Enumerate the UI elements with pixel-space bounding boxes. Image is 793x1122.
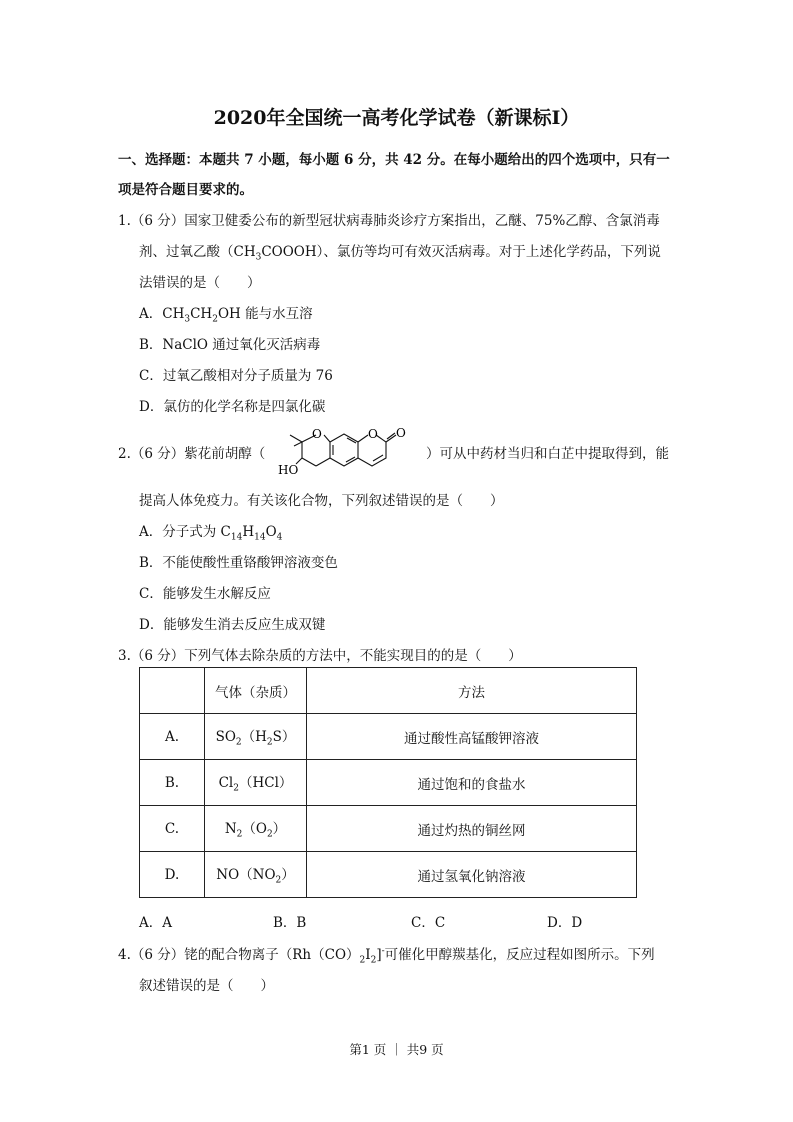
q2-option-a: A．分子式为 $C_{14}H_{14}O_4$ <box>139 524 283 543</box>
q2-stem-line1-pre: 2.（6 分）紫花前胡醇（ <box>118 446 266 462</box>
page-footer: 第1 页 ｜ 共9 页 <box>349 1042 444 1057</box>
ring-oxygen-label-1: O <box>312 427 322 441</box>
table-row <box>140 714 637 760</box>
header-empty-cell <box>140 668 205 714</box>
table-row <box>140 806 637 852</box>
q3-option-b: B．B <box>273 915 307 931</box>
q2-option-b: B．不能使酸性重铬酸钾溶液变色 <box>139 555 338 571</box>
table-row <box>140 760 637 806</box>
q4-stem-line1: 4.（6 分）铑的配合物离子$(Rh(CO)_2I_2]^-$可催化甲醇羰基化，反应过程如图所示。下列 <box>118 946 655 966</box>
q3-stem: 3.（6 分）下列气体去除杂质的方法中，不能实现目的的是（ ） <box>118 648 522 664</box>
q3-table <box>139 667 637 898</box>
q1-stem-line3: 法错误的是（ ） <box>139 275 261 291</box>
row-method: 通过氢氧化钠溶液 <box>307 852 637 898</box>
row-gas: $NO(NO_2)$ <box>205 852 307 898</box>
q1-option-a: A．$CH_3CH_2OH$ 能与水互溶 <box>139 306 313 325</box>
row-label: B. <box>140 760 205 806</box>
q1-option-d: D．氯仿的化学名称是四氯化碳 <box>139 399 326 415</box>
q3-option-c: C．C <box>411 915 446 931</box>
q1-option-c: C．过氧乙酸相对分子质量为 76 <box>139 368 333 384</box>
q2-stem-line2: 提高人体免疫力。有关该化合物，下列叙述错误的是（ ） <box>139 493 504 509</box>
table-row <box>140 852 637 898</box>
q4-stem-line2: 叙述错误的是（ ） <box>139 978 274 994</box>
row-method: 通过灼热的铜丝网 <box>307 806 637 852</box>
q2-option-d: D．能够发生消去反应生成双键 <box>139 617 326 633</box>
q1-option-b: B．NaClO 通过氧化灭活病毒 <box>139 337 321 353</box>
section-heading-line2: 项是符合题目要求的。 <box>118 182 253 198</box>
q2-stem-line1-post: ）可从中药材当归和白芷中提取得到，能 <box>426 446 669 462</box>
molecule-structure <box>272 424 424 476</box>
row-gas: $SO_2(H_2S)$ <box>205 714 307 760</box>
q3-option-a: A．A <box>139 915 172 931</box>
row-label: D. <box>140 852 205 898</box>
section-heading-line1: 一、选择题：本题共 7 小题，每小题 6 分，共 42 分。在每小题给出的四个选项中，只有一 <box>118 152 670 168</box>
q3-option-d: D．D <box>547 915 583 931</box>
row-method: 通过酸性高锰酸钾溶液 <box>307 714 637 760</box>
table-row <box>140 668 637 714</box>
q1-stem-line2: 剂、过氧乙酸$(CH_3COOOH)$、氯仿等均可有效灭活病毒。对于上述化学药品，下列说 <box>139 244 661 263</box>
ring-oxygen-label-2: O <box>368 427 378 441</box>
row-gas: $Cl_2(HCl)$ <box>205 760 307 806</box>
row-method: 通过饱和的食盐水 <box>307 760 637 806</box>
header-gas: 气体（杂质） <box>205 668 307 714</box>
q2-option-c: C．能够发生水解反应 <box>139 586 271 602</box>
row-label: C. <box>140 806 205 852</box>
page-title: 2020年全国统一高考化学试卷（新课标Ⅰ） <box>213 107 580 129</box>
row-label: A. <box>140 714 205 760</box>
hydroxyl-label: HO <box>278 463 299 476</box>
carbonyl-oxygen-label: O <box>396 426 406 440</box>
q1-stem-line1: 1.（6 分）国家卫健委公布的新型冠状病毒肺炎诊疗方案指出，乙醚、75%乙醇、含氯消毒 <box>118 213 660 229</box>
row-gas: $N_2(O_2)$ <box>205 806 307 852</box>
header-method: 方法 <box>307 668 637 714</box>
